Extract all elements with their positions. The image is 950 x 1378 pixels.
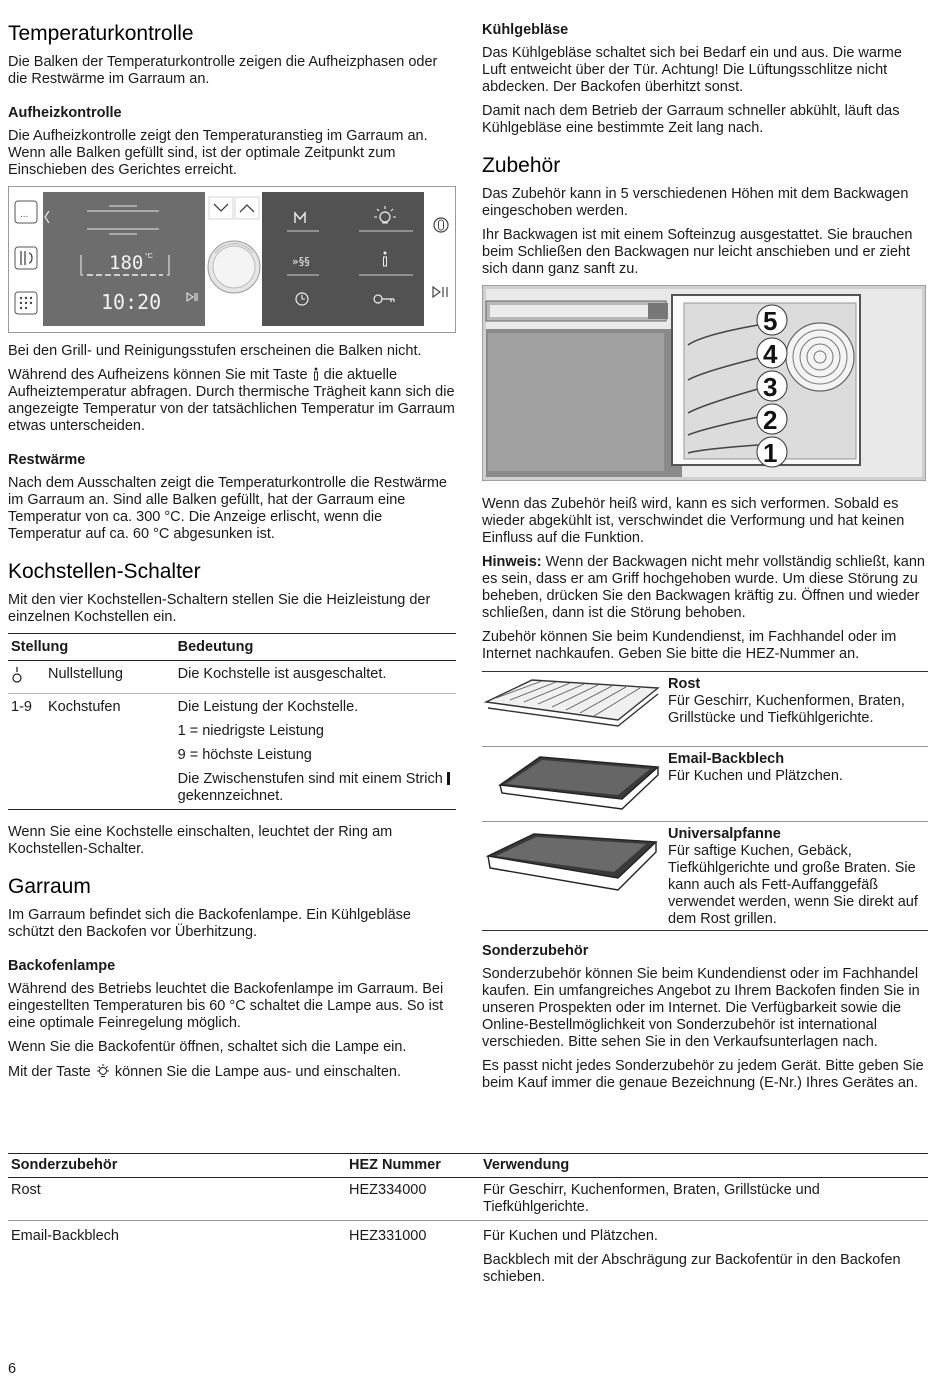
level-1: 1 xyxy=(763,438,778,468)
stroke-mark-icon xyxy=(447,772,450,785)
cell-nullstellung-desc: Die Kochstelle ist ausgeschaltet. xyxy=(175,661,456,694)
display-unit: °C xyxy=(145,253,153,260)
header-bedeutung: Bedeutung xyxy=(175,634,456,661)
table-row xyxy=(8,661,456,694)
text-kuehl-2: Damit nach dem Betrieb der Garraum schneller abkühlt, läuft das Kühlgebläse eine bestimmte Zeit lang nach. xyxy=(482,103,900,136)
list-item xyxy=(482,747,928,822)
grid-icon xyxy=(15,292,37,314)
up-arrow-icon xyxy=(235,197,259,219)
down-arrow-icon xyxy=(209,197,233,219)
text-sonder-2: Es passt nicht jedes Sonderzubehör zu jedem Gerät. Bitte geben Sie beim Kauf immer die genaue Bezeichnung (E-Nr.) Ihres Gerätes an. xyxy=(482,1058,924,1091)
cell-kochstufen: Kochstufen xyxy=(45,694,175,810)
cell-use: Für Geschirr, Kuchenformen, Braten, Grillstücke und Tiefkühlgerichte. xyxy=(480,1178,928,1221)
hinweis-text: Wenn der Backwagen nicht mehr vollständig schließt, kann es sein, dass er am Griff hochgehoben wurde. Um diese Störung zu beheben, drücken Sie den Backwagen kräftig zu. Öffnen und wieder schließen, dann ist die Störung behoben. xyxy=(482,554,925,621)
accessory-list xyxy=(482,671,928,931)
text-grill: Bei den Grill- und Reinigungsstufen erscheinen die Balken nicht. xyxy=(8,343,422,359)
text-sonder-1: Sonderzubehör können Sie beim Kundendienst oder im Fachhandel kaufen. Ein umfangreiches Angebot zu Ihrem Backofen finden Sie in unseren Prospekten oder im Internet. Die Verfügbarkeit sowie die Online-Bestellmöglichkeit von Sonderzubehör ist international verschieden. Bitte sehen Sie in den Verkaufsunterlagen nach. xyxy=(482,966,920,1050)
power-icon xyxy=(434,218,448,232)
header-sonderzubehoer: Sonderzubehör xyxy=(8,1154,346,1178)
right-column xyxy=(482,22,928,1099)
use-line: Für Kuchen und Plätzchen. xyxy=(483,1228,658,1244)
accessory-title: Universalpfanne xyxy=(668,826,781,842)
baking-tray-image xyxy=(482,747,668,821)
header-stellung: Stellung xyxy=(8,634,175,661)
cell-name: Email-Backblech xyxy=(11,1228,119,1244)
control-panel-illustration xyxy=(8,186,456,333)
null-position-icon xyxy=(11,666,23,684)
text-restwaerme: Nach dem Ausschalten zeigt die Temperaturkontrolle die Restwärme im Garraum an. Sind alle Balken gefüllt, hat der Garraum eine Temperatur von ca. 300 °C. Die Anzeige erlischt, wenn die Temperatur auf ca. 60 °C abgesunken ist. xyxy=(8,475,447,542)
text-lampe-2: Wenn Sie die Backofentür öffnen, schaltet sich die Lampe ein. xyxy=(8,1039,407,1055)
rack-icon xyxy=(482,672,662,742)
heading-restwaerme: Restwärme xyxy=(8,452,86,468)
text-aufheizen-a: Während des Aufheizens können Sie mit Taste xyxy=(8,367,308,383)
heading-backofenlampe: Backofenlampe xyxy=(8,958,116,974)
sonderzubehoer-table-wrap xyxy=(8,1153,928,1290)
accessory-text xyxy=(668,822,928,930)
level-3: 3 xyxy=(763,372,778,402)
heading-aufheizkontrolle: Aufheizkontrolle xyxy=(8,105,122,121)
cell-code: 1-9 xyxy=(8,694,45,810)
level-4: 4 xyxy=(763,339,778,369)
lamp-icon xyxy=(95,1063,111,1078)
accessory-desc: Für saftige Kuchen, Gebäck, Tiefkühlgerichte und große Braten. Sie kann auch als Fett-Auffanggefäß verwendet werden, wenn Sie direkt auf dem Rost grillen. xyxy=(668,843,918,927)
desc-line-a: Die Zwischenstufen sind mit einem Strich xyxy=(177,771,443,787)
text-kochstellen: Mit den vier Kochstellen-Schaltern stellen Sie die Heizleistung der einzelnen Kochstellen ein. xyxy=(8,592,431,625)
heading-sonderzubehoer: Sonderzubehör xyxy=(482,943,589,959)
text-verformung: Wenn das Zubehör heiß wird, kann es sich verformen. Sobald es wieder abgekühlt ist, verschwindet die Verformung und hat keinen Einfluss auf die Funktion. xyxy=(482,496,905,546)
accessory-desc: Für Geschirr, Kuchenformen, Braten, Grillstücke und Tiefkühlgerichte. xyxy=(668,693,905,726)
svg-text:»§§: »§§ xyxy=(292,255,310,268)
text-aufheizen xyxy=(8,367,456,435)
heading-zubehoer: Zubehör xyxy=(482,154,561,177)
left-column xyxy=(8,22,456,1088)
header-hez: HEZ Nummer xyxy=(346,1154,480,1178)
header-verwendung: Verwendung xyxy=(480,1154,928,1178)
start-stop-button-icon xyxy=(433,287,447,297)
dishes-icon xyxy=(15,247,37,269)
text-aufheizkontrolle: Die Aufheizkontrolle zeigt den Temperaturanstieg im Garraum an. Wenn alle Balken gefüllt sind, ist der optimale Zeitpunkt zum Einschieben des Gerichtes erreicht. xyxy=(8,128,428,178)
rack-image xyxy=(482,672,668,746)
desc-line-b: gekennzeichnet. xyxy=(177,788,284,804)
universal-pan-image xyxy=(482,822,668,930)
text-zub-2: Ihr Backwagen ist mit einem Softeinzug ausgestattet. Sie brauchen beim Schließen den Backwagen nur leicht anschieben und er zieht sich dann ganz sanft zu. xyxy=(482,227,913,277)
cell-nullstellung: Nullstellung xyxy=(45,661,175,694)
text-nachkauf: Zubehör können Sie beim Kundendienst, im Fachhandel oder im Internet nachkaufen. Geben Sie bitte die HEZ-Nummer an. xyxy=(482,629,897,662)
oven-graphic xyxy=(482,285,926,481)
null-position-cell xyxy=(8,661,45,694)
info-icon xyxy=(312,367,320,381)
desc-line: 9 = höchste Leistung xyxy=(177,747,312,763)
sonderzubehoer-table xyxy=(8,1153,928,1290)
hinweis-label: Hinweis: xyxy=(482,554,542,570)
control-panel-graphic xyxy=(9,187,455,332)
list-item xyxy=(482,671,928,747)
dots-icon xyxy=(15,201,37,223)
heading-garraum: Garraum xyxy=(8,875,91,898)
text-lampe-1: Während des Betriebs leuchtet die Backofenlampe im Garraum. Bei eingestellten Temperaturen bis 60 °C schaltet die Lampe aus. So ist eine optimale Feinregelung möglich. xyxy=(8,981,444,1031)
cell-hez: HEZ331000 xyxy=(349,1228,427,1244)
kochstellen-table xyxy=(8,633,456,810)
accessory-title: Email-Backblech xyxy=(668,751,785,767)
heading-temperaturkontrolle: Temperaturkontrolle xyxy=(8,22,194,45)
level-2: 2 xyxy=(763,405,778,435)
text-lampe-3a: Mit der Taste xyxy=(8,1064,91,1080)
desc-line: 1 = niedrigste Leistung xyxy=(177,723,324,739)
text-kuehl-1: Das Kühlgebläse schaltet sich bei Bedarf ein und aus. Die warme Luft entweicht über der Tür. Achtung! Die Lüftungsschlitze nicht abdecken. Der Backofen überhitzt sonst. xyxy=(482,45,902,95)
table-row xyxy=(8,694,456,810)
fan-icon xyxy=(786,323,854,391)
list-item xyxy=(482,822,928,931)
text-zub-1: Das Zubehör kann in 5 verschiedenen Höhen mit dem Backwagen eingeschoben werden. xyxy=(482,186,909,219)
text-temperaturkontrolle: Die Balken der Temperaturkontrolle zeigen die Aufheizphasen oder die Restwärme im Garraum an. xyxy=(8,54,438,87)
svg-text:...: ... xyxy=(20,209,29,220)
accessory-text xyxy=(668,672,928,746)
text-aufheizen-b: die aktuelle Aufheiztemperatur abfragen. Durch thermische Trägheit kann sich die angezeigte Temperatur von der tatsächlichen Temperatur im Garraum etwas unterscheiden. xyxy=(8,367,455,434)
baking-tray-icon xyxy=(482,747,662,817)
heading-kuehlgeblaese: Kühlgebläse xyxy=(482,22,569,38)
text-hinweis xyxy=(482,554,928,622)
page-number: 6 xyxy=(8,1361,17,1377)
oven-levels-illustration xyxy=(482,285,928,486)
display-temperature: 180 xyxy=(109,252,144,274)
cell-kochstufen-desc xyxy=(175,694,456,810)
universal-pan-icon xyxy=(482,822,662,922)
cell-name: Rost xyxy=(8,1178,346,1221)
level-5: 5 xyxy=(763,306,778,336)
control-knob xyxy=(208,241,260,293)
table-row xyxy=(8,1178,928,1221)
accessory-desc: Für Kuchen und Plätzchen. xyxy=(668,768,843,784)
table-row xyxy=(8,1221,928,1291)
cell-hez: HEZ334000 xyxy=(346,1178,480,1221)
text-ring: Wenn Sie eine Kochstelle einschalten, leuchtet der Ring am Kochstellen-Schalter. xyxy=(8,824,393,857)
use-line: Backblech mit der Abschrägung zur Backofentür in den Backofen schieben. xyxy=(483,1252,901,1285)
accessory-text xyxy=(668,747,843,821)
cell-use xyxy=(480,1221,928,1291)
text-lampe-3b: können Sie die Lampe aus- und einschalten. xyxy=(114,1064,401,1080)
accessory-title: Rost xyxy=(668,676,701,692)
desc-line: Die Leistung der Kochstelle. xyxy=(177,699,359,715)
text-garraum: Im Garraum befindet sich die Backofenlampe. Ein Kühlgebläse schützt den Backofen vor Überhitzung. xyxy=(8,907,411,940)
display-time: 10:20 xyxy=(101,290,162,314)
text-lampe-3 xyxy=(8,1063,456,1081)
heading-kochstellen: Kochstellen-Schalter xyxy=(8,560,201,583)
desc-line xyxy=(178,771,452,805)
